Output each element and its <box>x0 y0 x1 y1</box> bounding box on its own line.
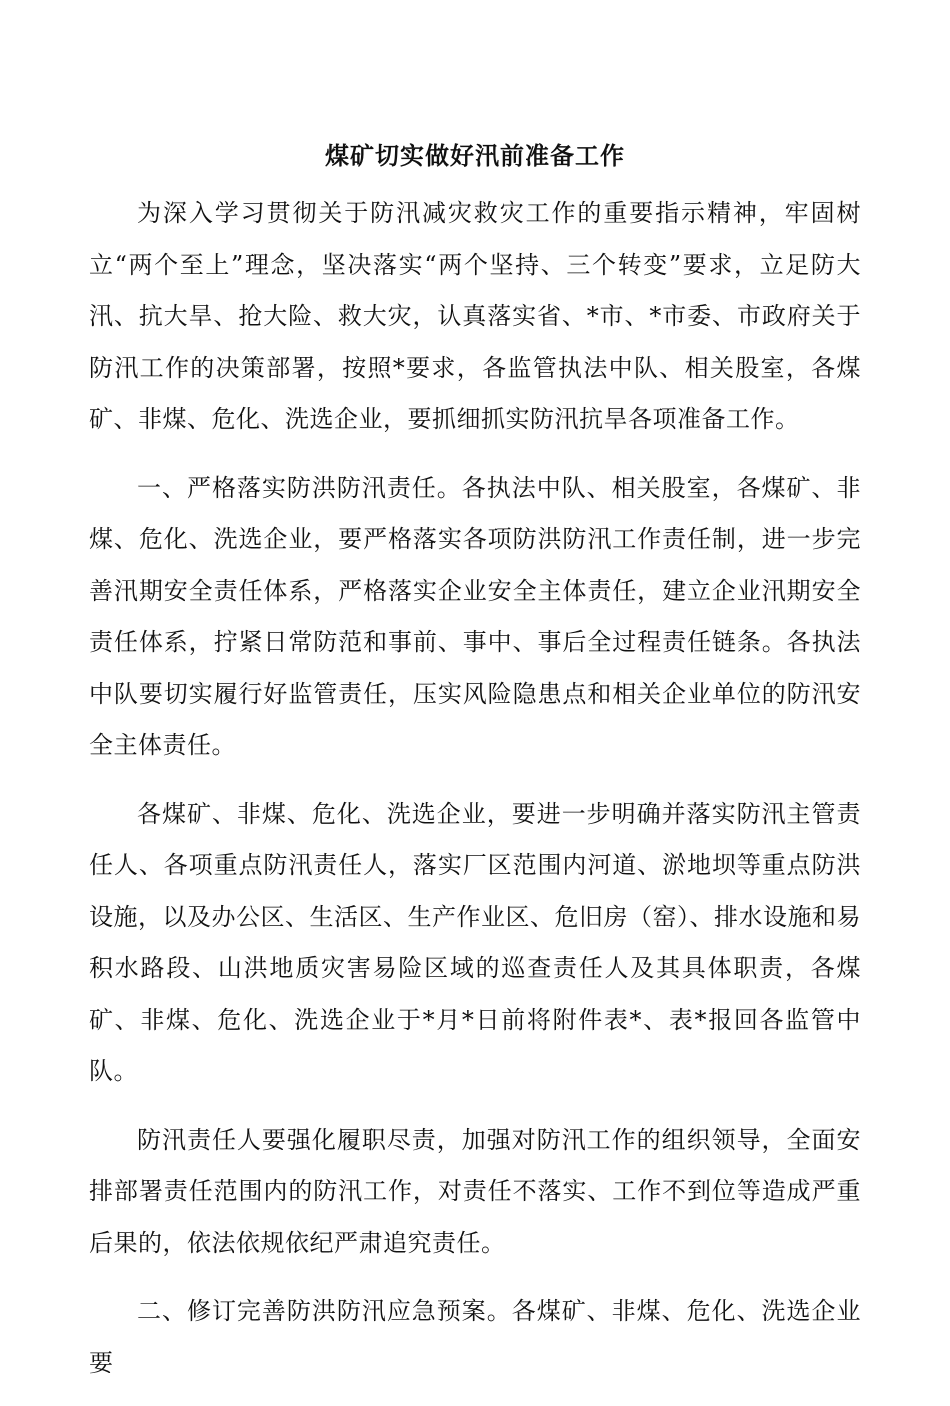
document-body <box>89 188 861 1406</box>
paragraph-intro: 为深入学习贯彻关于防汛减灾救灾工作的重要指示精神，牢固树立“两个至上”理念，坚决落实“两个坚持、三个转变”要求，立足防大汛、抗大旱、抢大险、救大灾，认真落实省、*市、*市委、市政府关于防汛工作的决策部署，按照*要求，各监管执法中队、相关股室，各煤矿、非煤、危化、洗选企业，要抓细抓实防汛抗旱各项准备工作。 <box>89 199 861 433</box>
paragraph-section-two: 二、修订完善防洪防汛应急预案。各煤矿、非煤、危化、洗选企业要 <box>89 1297 861 1377</box>
paragraph-accountability: 防汛责任人要强化履职尽责，加强对防汛工作的组织领导，全面安排部署责任范围内的防汛工作，对责任不落实、工作不到位等造成严重后果的，依法依规依纪严肃追究责任。 <box>89 1125 861 1257</box>
paragraph-section-one: 一、严格落实防洪防汛责任。各执法中队、相关股室，各煤矿、非煤、危化、洗选企业，要严格落实各项防洪防汛工作责任制，进一步完善汛期安全责任体系，严格落实企业安全主体责任，建立企业汛期安全责任体系，拧紧日常防范和事前、事中、事后全过程责任链条。各执法中队要切实履行好监管责任，压实风险隐患点和相关企业单位的防汛安全主体责任。 <box>89 473 861 759</box>
paragraph-responsible-persons: 各煤矿、非煤、危化、洗选企业，要进一步明确并落实防汛主管责任人、各项重点防汛责任人，落实厂区范围内河道、淤地坝等重点防洪设施，以及办公区、生活区、生产作业区、危旧房（窑）、排水设施和易积水路段、山洪地质灾害易险区域的巡查责任人及其具体职责，各煤矿、非煤、危化、洗选企业于*月*日前将附件表*、表*报回各监管中队。 <box>89 799 861 1085</box>
document-title: 煤矿切实做好汛前准备工作 <box>325 141 625 170</box>
